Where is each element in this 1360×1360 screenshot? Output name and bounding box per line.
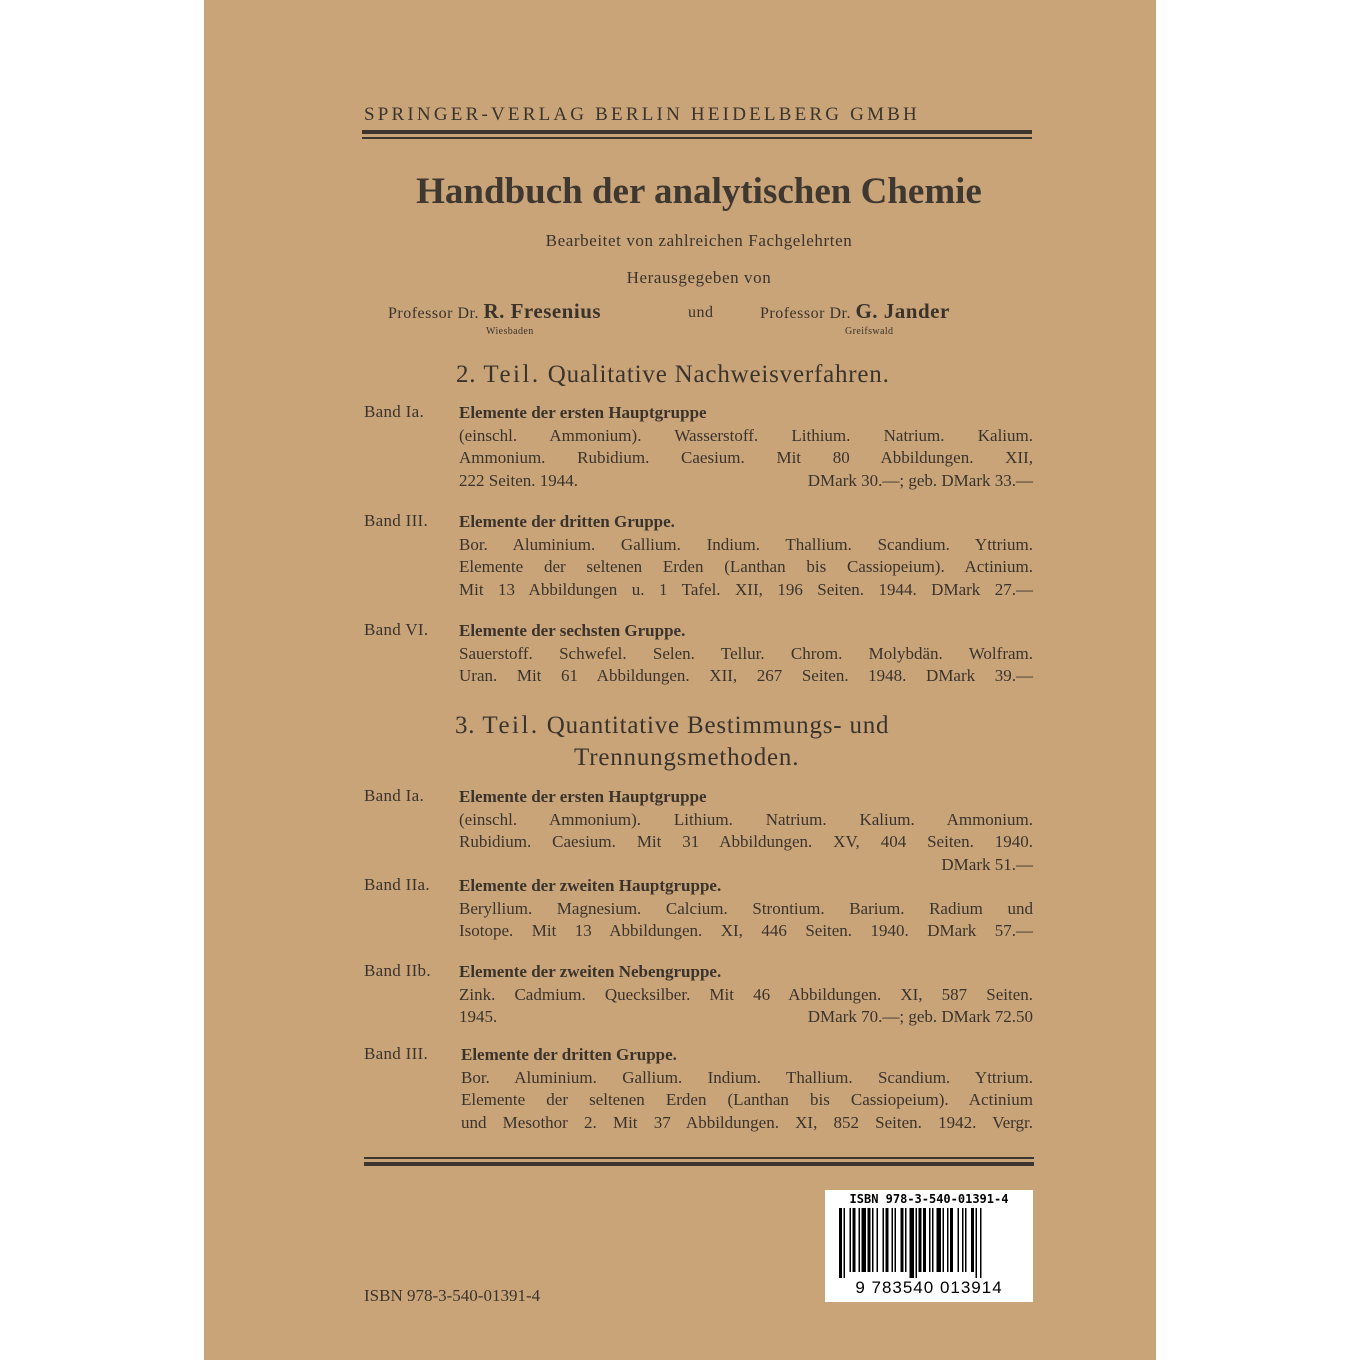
band-title: Elemente der ersten Hauptgruppe [459, 787, 707, 806]
band-entry [459, 961, 1033, 1029]
barcode-bar [905, 1208, 907, 1272]
band-label: Band VI. [364, 620, 429, 639]
band-line: Beryllium. Magnesium. Calcium. Strontium. Barium. Radium und [459, 898, 1033, 918]
barcode-bar [910, 1208, 915, 1278]
barcode-bar [965, 1208, 967, 1272]
barcode-bar [877, 1208, 879, 1272]
barcode-bar [976, 1208, 978, 1278]
band-title: Elemente der ersten Hauptgruppe [459, 403, 707, 422]
band-entry [459, 402, 1033, 492]
barcode-bar [980, 1208, 982, 1278]
editor-1-prefix: Professor Dr. [388, 305, 479, 322]
barcode-bar [850, 1208, 852, 1272]
barcode-bar [883, 1208, 885, 1272]
band-line: Sauerstoff. Schwefel. Selen. Tellur. Chrom. Molybdän. Wolfram. [459, 643, 1033, 663]
editor-2-name: G. Jander [855, 299, 950, 323]
editor-1-place: Wiesbaden [486, 326, 534, 337]
barcode-isbn-label: ISBN 978-3-540-01391-4 [849, 1192, 1009, 1206]
part2-number: 2. [456, 361, 477, 388]
band-line: Isotope. Mit 13 Abbildungen. XI, 446 Seiten. 1940. DMark 57.— [459, 921, 1033, 940]
band-title: Elemente der zweiten Nebengruppe. [459, 962, 722, 981]
barcode-bar [859, 1208, 861, 1272]
editor-1-name: R. Fresenius [483, 299, 602, 323]
band-price: DMark 51.— [941, 854, 1033, 874]
band-year: 1945. [459, 1007, 498, 1026]
band-label: Band Ia. [364, 402, 424, 421]
band-line: Rubidium. Caesium. Mit 31 Abbildungen. XV, 404 Seiten. 1940. [459, 832, 1033, 851]
part3-number: 3. [455, 712, 476, 739]
band-entry [459, 786, 1033, 876]
publisher-name: SPRINGER-VERLAG BERLIN HEIDELBERG GMBH [364, 104, 920, 125]
barcode-bar [853, 1208, 856, 1272]
part2-title: Qualitative Nachweisverfahren. [547, 361, 890, 388]
editor-2-prefix: Professor Dr. [760, 305, 851, 322]
part3-heading [455, 712, 889, 740]
barcode-bar [901, 1208, 904, 1272]
barcode-bar [947, 1208, 949, 1272]
part3-title-line1: Quantitative Bestimmungs- und [546, 712, 890, 739]
part3-teil: Teil. [482, 712, 540, 739]
isbn-text: ISBN 978-3-540-01391-4 [364, 1286, 541, 1305]
band-price: DMark 30.—; geb. DMark 33.— [807, 470, 1033, 490]
barcode-bar [962, 1208, 964, 1272]
band-line: Zink. Cadmium. Quecksilber. Mit 46 Abbildungen. XI, 587 Seiten. [459, 984, 1033, 1004]
band-entry [459, 875, 1033, 943]
band-title: Elemente der dritten Gruppe. [461, 1045, 677, 1064]
editors-conjunction: und [688, 304, 714, 321]
barcode-digits: 9 783540 013914 [855, 1278, 1003, 1297]
barcode-bar [929, 1208, 931, 1272]
book-subtitle: Bearbeitet von zahlreichen Fachgelehrten [545, 231, 853, 250]
band-line: (einschl. Ammonium). Lithium. Natrium. Kalium. Ammonium. [459, 809, 1033, 829]
barcode-bar [886, 1208, 889, 1272]
footer-rule-thin [364, 1157, 1034, 1159]
band-label: Band IIa. [364, 875, 430, 894]
band-title: Elemente der dritten Gruppe. [459, 512, 675, 531]
band-line: und Mesothor 2. Mit 37 Abbildungen. XI, 852 Seiten. 1942. Vergr. [461, 1112, 1033, 1132]
band-price-line [459, 470, 1033, 493]
band-line: Elemente der seltenen Erden (Lanthan bis Cassiopeium). Actinium [461, 1090, 1033, 1109]
barcode-bar [937, 1208, 942, 1272]
barcode-bar [844, 1208, 846, 1278]
band-title: Elemente der sechsten Gruppe. [459, 621, 686, 640]
band-label: Band III. [364, 511, 429, 530]
barcode-bar [839, 1208, 842, 1278]
part2-teil: Teil. [483, 361, 541, 388]
footer-rule-thick [364, 1162, 1034, 1166]
edited-by-label: Herausgegeben von [626, 268, 772, 287]
barcode-bar [950, 1208, 953, 1272]
barcode-bar [919, 1208, 922, 1272]
header-rule-thin [362, 137, 1032, 139]
barcode-bar [872, 1208, 874, 1272]
editor-2-place: Greifswald [845, 326, 894, 337]
barcode-bar [971, 1208, 974, 1272]
band-title: Elemente der zweiten Hauptgruppe. [459, 876, 722, 895]
band-entry [459, 620, 1033, 688]
part3-title-line2: Trennungsmethoden. [574, 744, 800, 771]
band-price-line [459, 1006, 1033, 1029]
band-price: DMark 70.—; geb. DMark 72.50 [807, 1007, 1033, 1026]
barcode-bar [916, 1208, 918, 1278]
barcode-bars [839, 1208, 1019, 1278]
barcode-bar [932, 1208, 934, 1272]
part2-heading [456, 361, 890, 389]
editor-1 [388, 299, 601, 324]
barcode-bar [892, 1208, 894, 1272]
band-line: Ammonium. Rubidium. Caesium. Mit 80 Abbildungen. XII, [459, 448, 1033, 467]
band-line: Uran. Mit 61 Abbildungen. XII, 267 Seiten. 1948. DMark 39.— [459, 666, 1033, 685]
band-label: Band III. [364, 1044, 429, 1063]
band-line: Mit 13 Abbildungen u. 1 Tafel. XII, 196 Seiten. 1944. DMark 27.— [459, 579, 1033, 599]
band-entry [461, 1044, 1033, 1134]
header-rule-thick [362, 130, 1032, 134]
band-line: (einschl. Ammonium). Wasserstoff. Lithium. Natrium. Kalium. [459, 425, 1033, 445]
barcode-bar [958, 1208, 960, 1272]
editor-2 [760, 299, 950, 324]
band-label: Band IIb. [364, 961, 431, 980]
band-label: Band Ia. [364, 786, 424, 805]
band-line: Elemente der seltenen Erden (Lanthan bis Cassiopeium). Actinium. [459, 557, 1033, 576]
band-pages: 222 Seiten. 1944. [459, 470, 578, 490]
band-line: Bor. Aluminium. Gallium. Indium. Thallium. Scandium. Yttrium. [461, 1067, 1033, 1087]
barcode-bar [895, 1208, 897, 1272]
band-entry [459, 511, 1033, 601]
book-title: Handbuch der analytischen Chemie [416, 171, 982, 212]
barcode-bar [923, 1208, 926, 1272]
band-line: Bor. Aluminium. Gallium. Indium. Thallium. Scandium. Yttrium. [459, 534, 1033, 554]
barcode [825, 1190, 1033, 1302]
barcode-bar [943, 1208, 945, 1272]
barcode-bar [868, 1208, 871, 1272]
barcode-bar [862, 1208, 867, 1272]
